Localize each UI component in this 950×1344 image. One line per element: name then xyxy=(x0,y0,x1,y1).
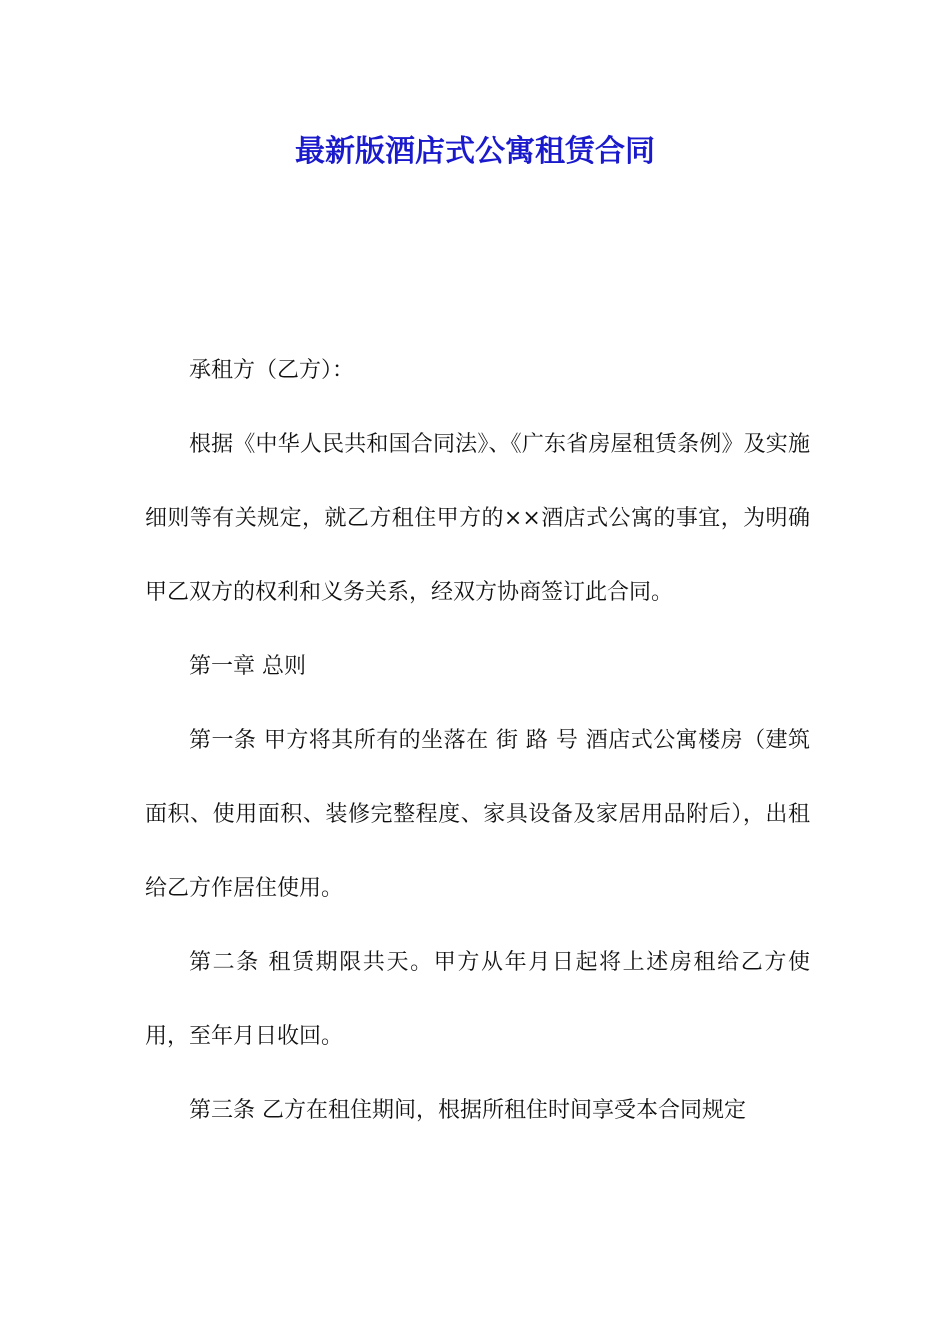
article-2: 第二条 租赁期限共天。甲方从年月日起将上述房租给乙方使用，至年月日收回。 xyxy=(145,950,810,1049)
paragraph-lessee: 承租方（乙方）： xyxy=(189,358,355,383)
article-1: 第一条 甲方将其所有的坐落在 街 路 号 酒店式公寓楼房（建筑面积、使用面积、装修完整程度、家具设备及家居用品附后），出租给乙方作居住使用。 xyxy=(145,728,810,901)
document-title: 最新版酒店式公寓租赁合同 xyxy=(295,134,655,169)
document-body xyxy=(145,334,810,1148)
chapter-heading: 第一章 总则 xyxy=(189,654,306,679)
paragraph-preamble: 根据《中华人民共和国合同法》、《广东省房屋租赁条例》及实施细则等有关规定，就乙方租住甲方的××酒店式公寓的事宜，为明确甲乙双方的权利和义务关系，经双方协商签订此合同。 xyxy=(145,432,810,605)
article-3: 第三条 乙方在租住期间，根据所租住时间享受本合同规定 xyxy=(189,1098,746,1123)
